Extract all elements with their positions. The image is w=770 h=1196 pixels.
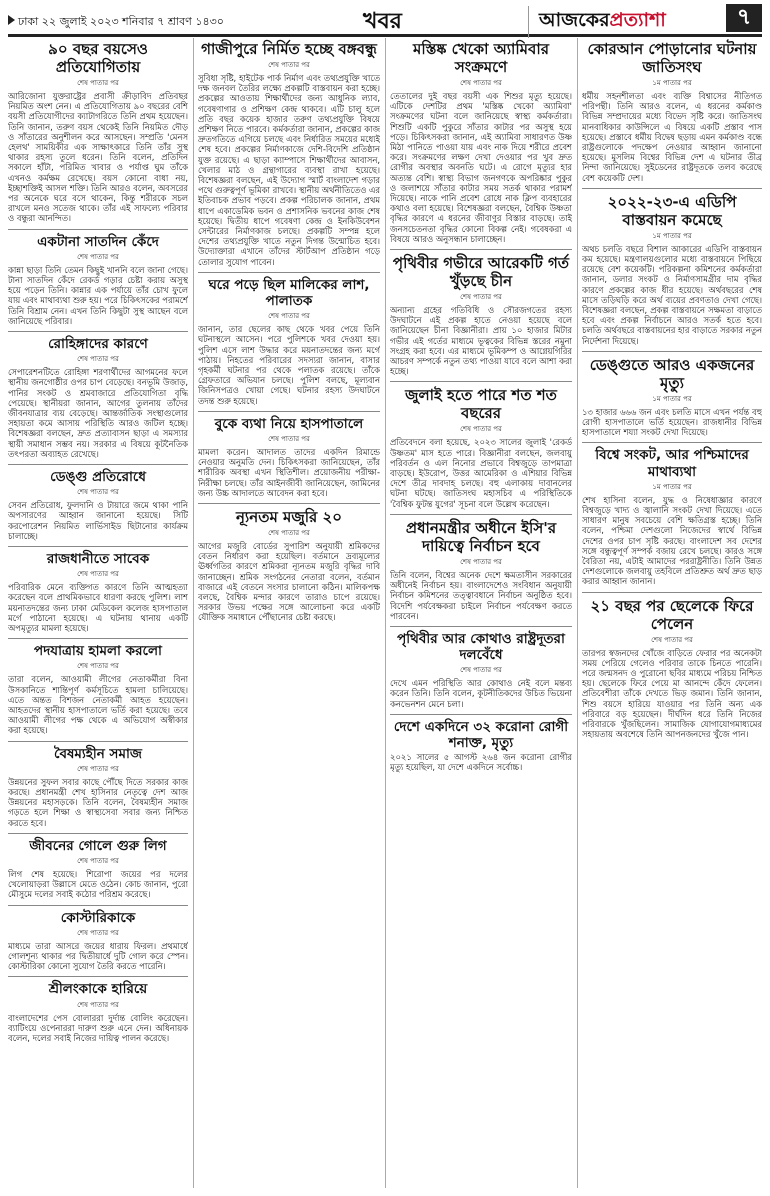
story-byline: শেষ পাতার পর <box>651 635 693 644</box>
news-story <box>390 519 572 621</box>
story-byline: শেষ পাতার পর <box>77 662 119 671</box>
story-headline[interactable]: পৃথিবীর গভীরে আরেকটি গর্ত খুঁড়ছে চীন <box>392 254 570 291</box>
story-body: আগের মজুরি বোর্ডের সুপারিশ অনুযায়ী শ্রমিকদের বেতন নির্ধারণ করা হয়েছিল। বর্তমানে দ্রব্যমূল্যের ঊর্ধ্বগতির কারণে শ্রমিকরা ন্যূনতম মজুরি বৃদ্ধির দাবি জানাচ্ছেন। শ্রমিক সংগঠনের নেতারা বলেন, বর্তমান বাজারে এই বেতনে সংসার চালানো কঠিন। মালিকপক্ষ বলছে, বৈশ্বিক মন্দার কারণে তারাও চাপে রয়েছে। সরকার উভয় পক্ষের সঙ্গে আলোচনা করে একটি যৌক্তিক সমাধানে পৌঁছানোর চেষ্টা করছে। <box>198 541 380 623</box>
story-headline[interactable]: কোরআন পোড়ানোর ঘটনায় জাতিসংঘ <box>587 40 757 76</box>
story-byline: ১ম পাতার পর <box>652 394 692 403</box>
story-separator <box>198 272 380 273</box>
story-body: মামলা করেন। আদালত তাদের একদিন রিমান্ডে নেওয়ার অনুমতি দেন। চিকিৎসকরা জানিয়েছেন, তাঁর শারীরিক অবস্থা এখন স্থিতিশীল। প্রয়োজনীয় পরীক্ষা-নিরীক্ষা চলছে। তাঁর আইনজীবী জানিয়েছেন, জামিনের জন্য উচ্চ আদালতে আবেদন করা হবে। <box>198 447 380 498</box>
story-separator <box>390 381 572 382</box>
story-byline: শেষ পাতার পর <box>268 529 310 538</box>
story-byline: শেষ পাতার পর <box>268 61 310 69</box>
news-story <box>8 981 188 1043</box>
story-headline[interactable]: রাজধানীতে সাবেক <box>46 551 150 568</box>
column-divider <box>385 38 386 1188</box>
story-body: শেখ হাসিনা বলেন, যুদ্ধ ও নিষেধাজ্ঞার কারণে বিশ্বজুড়ে খাদ্য ও জ্বালানি সংকট দেখা দিয়েছে। এতে সাধারণ মানুষ সবচেয়ে বেশি ক্ষতিগ্রস্ত হচ্ছে। তিনি বলেন, পশ্চিমা দেশগুলো নিজেদের স্বার্থে বিভিন্ন দেশের ওপর চাপ সৃষ্টি করছে। বাংলাদেশ সব দেশের সঙ্গে বন্ধুত্বপূর্ণ সম্পর্ক বজায় রেখে চলছে। কারও সঙ্গে বৈরিতা নয়, এটাই আমাদের পররাষ্ট্রনীতি। তিনি উন্নত দেশগুলোকে জলবায়ু তহবিলে প্রতিশ্রুত অর্থ দ্রুত ছাড় করার আহ্বান জানান। <box>582 494 762 587</box>
story-body: প্রতিবেদনে বলা হয়েছে, ২০২৩ সালের জুলাই 'রেকর্ড উষ্ণতম' মাস হতে পারে। বিজ্ঞানীরা বলছেন, জলবায়ু পরিবর্তন ও এল নিনোর প্রভাবে বিশ্বজুড়ে তাপমাত্রা বাড়ছে। ইউরোপ, উত্তর আমেরিকা ও এশিয়ার বিভিন্ন দেশে তীব্র দাবদাহ চলছে। বহু এলাকায় দাবানলের ঘটনা ঘটছে। জাতিসংঘ মহাসচিব এ পরিস্থিতিকে 'বৈশ্বিক ফুটন্ত যুগের' সূচনা বলে উল্লেখ করেছেন। <box>390 437 572 509</box>
story-separator <box>390 514 572 515</box>
story-byline: শেষ পাতার পর <box>268 312 310 321</box>
story-headline[interactable]: ডেঙ্গু প্রতিরোধে <box>50 469 146 486</box>
story-separator <box>582 351 762 352</box>
news-story <box>390 40 572 244</box>
article-columns <box>8 38 762 1188</box>
news-story <box>198 40 380 267</box>
news-story <box>8 469 188 541</box>
news-story <box>8 643 188 735</box>
story-byline: শেষ পাতার পর <box>460 557 502 566</box>
story-body: সেপারেশনটিতে রোহিঙ্গা শরণার্থীদের আগমনের ফলে স্থানীয় জনগোষ্ঠীর ওপর চাপ বেড়েছে। বনভূমি উজাড়, পানির সংকট ও শ্রমবাজারে প্রতিযোগিতা বৃদ্ধি পেয়েছে। স্থানীয়রা জানান, আগের তুলনায় তাঁদের জীবনযাত্রার ব্যয় বেড়েছে। আন্তর্জাতিক সংস্থাগুলোর সহায়তা কমে আসায় পরিস্থিতি আরও জটিল হচ্ছে। বিশেষজ্ঞরা বলছেন, দ্রুত প্রত্যাবাসন ছাড়া এ সমস্যার স্থায়ী সমাধান সম্ভব নয়। সরকার এ বিষয়ে কূটনৈতিক তৎপরতা অব্যাহত রেখেছে। <box>8 367 188 459</box>
news-story <box>198 508 380 623</box>
story-headline[interactable]: দেশে একদিনে ৩২ করোনা রোগী শনাক্ত, মৃত্যু <box>393 718 569 752</box>
news-story <box>390 386 572 508</box>
news-story <box>582 40 762 183</box>
story-headline[interactable]: পৃথিবীর আর কোথাও রাষ্ট্রদূতরা দলবেঁধে <box>397 630 565 664</box>
news-story <box>8 551 188 633</box>
story-body: কান্না ছাড়া তিনি তেমন কিছুই খাননি বলে জানা গেছে। টানা সাতদিন কেঁদে রেকর্ড গড়ার চেষ্টা করায় অসুস্থ হয়ে পড়েন তিনি। কান্নার এক পর্যায়ে তাঁর চোখ ফুলে যায় এবং মাথাব্যথা শুরু হয়। পরে চিকিৎসকের পরামর্শে তিনি বিশ্রাম নেন। এখন তিনি কিছুটা সুস্থ আছেন বলে জানিয়েছে পরিবার। <box>8 264 188 326</box>
story-separator <box>8 331 188 332</box>
story-byline: শেষ পাতার পর <box>77 252 119 261</box>
story-byline: শেষ পাতার পর <box>77 1000 119 1009</box>
story-headline[interactable]: বুকে ব্যথা নিয়ে হাসপাতালে <box>214 415 364 432</box>
column-3 <box>390 38 572 1188</box>
story-separator <box>390 249 572 250</box>
news-story <box>390 254 572 376</box>
section-title: খবর <box>363 9 402 34</box>
story-byline: ১ম পাতার পর <box>652 79 692 87</box>
page-number: ৭ <box>726 4 762 32</box>
story-byline: শেষ পাতার পর <box>77 79 119 87</box>
story-separator <box>8 976 188 977</box>
story-byline: শেষ পাতার পর <box>77 488 119 497</box>
news-story <box>582 597 762 740</box>
story-body: সুবিধা সৃষ্টি, হাইটেক পার্ক নির্মাণ এবং তথ্যপ্রযুক্তি খাতে দক্ষ জনবল তৈরির লক্ষ্যে প্রকল্পটি বাস্তবায়ন করা হচ্ছে। প্রকল্পের আওতায় শিক্ষার্থীদের জন্য আধুনিক ল্যাব, গবেষণাগার ও প্রশিক্ষণ কেন্দ্র থাকবে। এটি চালু হলে প্রতি বছর কয়েক হাজার তরুণ তথ্যপ্রযুক্তি বিষয়ে প্রশিক্ষণ নিতে পারবে। কর্মকর্তারা জানান, প্রকল্পের কাজ দ্রুতগতিতে এগিয়ে চলছে এবং নির্ধারিত সময়ের মধ্যেই শেষ হবে। প্রকল্পের নির্মাণকাজে দেশি-বিদেশি প্রতিষ্ঠান যুক্ত রয়েছে। এ ছাড়া ক্যাম্পাসে শিক্ষার্থীদের আবাসন, খেলার মাঠ ও গ্রন্থাগারের ব্যবস্থা রাখা হয়েছে। বিশেষজ্ঞরা বলছেন, এই উদ্যোগ স্মার্ট বাংলাদেশ গড়ার পথে গুরুত্বপূর্ণ ভূমিকা রাখবে। স্থানীয় অর্থনীতিতেও এর ইতিবাচক প্রভাব পড়বে। প্রকল্প পরিচালক জানান, প্রথম ধাপে একাডেমিক ভবন ও প্রশাসনিক ভবনের কাজ শেষ হয়েছে। দ্বিতীয় ধাপে গবেষণা কেন্দ্র ও ইনকিউবেশন সেন্টারের নির্মাণকাজ চলছে। প্রকল্পটি সম্পন্ন হলে দেশের তথ্যপ্রযুক্তি খাতে নতুন দিগন্ত উন্মোচিত হবে। উদ্যোক্তারা এখানে তাঁদের স্টার্টআপ প্রতিষ্ঠান গড়ে তোলার সুযোগ পাবেন। <box>198 73 380 267</box>
story-separator <box>8 833 188 834</box>
story-body: ১৩ হাজার ৬৬৬ জন এবং চলতি মাসে এখন পর্যন্ত বহু রোগী হাসপাতালে ভর্তি হয়েছেন। রাজধানীর বিভিন্ন হাসপাতালে শয্যা সংকট দেখা দিয়েছে। <box>582 406 762 438</box>
story-byline: শেষ পাতার পর <box>77 764 119 773</box>
story-byline: শেষ পাতার পর <box>268 435 310 444</box>
news-story <box>582 447 762 586</box>
story-headline[interactable]: ঘরে পড়ে ছিল মালিকের লাশ, পালাতক <box>208 276 370 310</box>
story-byline: শেষ পাতার পর <box>460 425 502 434</box>
story-headline[interactable]: ২১ বছর পর ছেলেকে ফিরে পেলেন <box>590 596 754 633</box>
column-2 <box>198 38 380 1188</box>
story-body: তারপর স্বজনদের খোঁজে বাড়িতে ফেরার পর অনেকটা সময় পেরিয়ে গেলেও পরিবার তাকে চিনতে পারেনি। পরে জন্মসনদ ও পুরোনো ছবির মাধ্যমে পরিচয় নিশ্চিত হয়। ছেলেকে ফিরে পেয়ে মা আনন্দে কেঁদে ফেলেন। প্রতিবেশীরা তাঁকে দেখতে ভিড় জমান। তিনি জানান, শিশু বয়সে হারিয়ে যাওয়ার পর তিনি অন্য এক পরিবারে বড় হয়েছেন। দীর্ঘদিন ধরে তিনি নিজের পরিবারকে খুঁজছিলেন। সামাজিক যোগাযোগমাধ্যমের সহায়তায় অবশেষে তিনি আপনজনদের খুঁজে পান। <box>582 647 762 740</box>
newspaper-logo <box>528 6 666 38</box>
news-story <box>390 631 572 709</box>
story-body: জানান, তার ছেলের কাছ থেকে খবর পেয়ে তিনি ঘটনাস্থলে আসেন। পরে পুলিশকে খবর দেওয়া হয়। পুলিশ এসে লাশ উদ্ধার করে ময়নাতদন্তের জন্য মর্গে পাঠায়। নিহতের পরিবারের সদস্যরা জানান, বাসার গৃহকর্মী ঘটনার পর থেকে পলাতক রয়েছে। তাঁকে গ্রেফতারে অভিযান চলছে। পুলিশ বলছে, মূল্যবান জিনিসপত্রও খোয়া গেছে। ঘটনার রহস্য উদঘাটনে তদন্ত শুরু হয়েছে। <box>198 324 380 406</box>
masthead <box>8 4 762 37</box>
story-headline[interactable]: ন্যূনতম মজুরি ২০ <box>235 508 343 527</box>
story-body: ধর্মীয় সহনশীলতা এবং ব্যক্তি বিশ্বাসের নীতিগত পরিপন্থী। তিনি আরও বলেন, এ ধরনের কর্মকাণ্ড বিভিন্ন সম্প্রদায়ের মধ্যে বিভেদ সৃষ্টি করে। জাতিসংঘ মানবাধিকার কাউন্সিলে এ বিষয়ে একটি প্রস্তাব পাস হয়েছে। প্রস্তাবে ধর্মীয় বিদ্বেষ ছড়ায় এমন কর্মকাণ্ড বন্ধে রাষ্ট্রগুলোকে পদক্ষেপ নেওয়ার আহ্বান জানানো হয়েছে। মুসলিম বিশ্বের বিভিন্ন দেশ এ ঘটনার তীব্র নিন্দা জানিয়েছে। সুইডেনের রাষ্ট্রদূতকে তলব করেছে বেশ কয়েকটি দেশ। <box>582 91 762 183</box>
story-body: ২০২১ সালের ৫ আগস্ট ২৬৪ জন করোনা রোগীর মৃত্যু হয়েছিল, যা দেশে একদিনে সর্বোচ্চ। <box>390 752 572 773</box>
story-byline: শেষ পাতার পর <box>77 570 119 579</box>
story-separator <box>8 546 188 547</box>
issue-date-text: ঢাকা ২২ জুলাই ২০২৩ শনিবার ৭ শ্রাবণ ১৪৩০ <box>18 15 224 28</box>
logo-right: প্রত্যাশা <box>609 9 666 31</box>
story-headline[interactable]: মস্তিষ্ক খেকো অ্যামিবার সংক্রমণে <box>413 40 549 76</box>
news-story <box>8 336 188 459</box>
story-byline: শেষ পাতার পর <box>460 293 502 302</box>
story-byline: ১ম পাতার পর <box>652 482 692 491</box>
story-headline[interactable]: পদযাত্রায় হামলা করলো <box>34 643 162 660</box>
story-body: সেবন প্রতিরোধ, ফুলদানি ও টায়ারে জমে থাকা পানি অপসারণের আহ্বান জানানো হয়েছে। সিটি করপোরেশন নিয়মিত লার্ভিসাইড ছিটানোর কার্যক্রম চালাচ্ছে। <box>8 500 188 541</box>
news-story <box>198 416 380 498</box>
news-story <box>582 193 762 346</box>
story-body: তেতালের দুই বছর বয়সী এক শিশুর মৃত্যু হয়েছে। এটিকে দেশটির প্রথম 'মস্তিষ্ক খেকো অ্যামিবা' সংক্রমণের ঘটনা বলে জানিয়েছে স্বাস্থ্য কর্মকর্তারা। শিশুটি একটি পুকুরে সাঁতার কাটার পর অসুস্থ হয়ে পড়ে। চিকিৎসকরা জানান, এই অ্যামিবা সাধারণত উষ্ণ মিঠা পানিতে পাওয়া যায় এবং নাক দিয়ে শরীরে প্রবেশ করে। সংক্রমণের লক্ষণ দেখা দেওয়ার পর খুব দ্রুত রোগীর অবস্থার অবনতি ঘটে। এ রোগে মৃত্যুর হার অত্যন্ত বেশি। স্বাস্থ্য বিভাগ জনগণকে অপরিষ্কার পুকুর ও জলাশয়ে সাঁতার কাটার সময় সতর্ক থাকার পরামর্শ দিয়েছে। নাকে পানি প্রবেশ রোধে নাক ক্লিপ ব্যবহারের কথাও বলা হয়েছে। বিশেষজ্ঞরা বলছেন, বৈশ্বিক উষ্ণতা বৃদ্ধির কারণে এ ধরনের জীবাণুর বিস্তার বাড়ছে। তাই জনসচেতনতা বৃদ্ধির কোনো বিকল্প নেই। গবেষকরা এ বিষয়ে আরও অনুসন্ধান চালাচ্ছেন। <box>390 91 572 244</box>
issue-date <box>8 13 224 32</box>
story-headline[interactable]: একটানা সাতদিন কেঁদে <box>37 233 159 250</box>
story-headline[interactable]: জুলাই হতে পারে শত শত বছরের <box>405 386 557 423</box>
story-separator <box>8 229 188 230</box>
story-body: অথচ চলতি বছরে বিশাল আকারের এডিপি বাস্তবায়ন কম হয়েছে। মন্ত্রণালয়গুলোর মধ্যে বাস্তবায়নে পিছিয়ে রয়েছে বেশ কয়েকটি। পরিকল্পনা কমিশনের কর্মকর্তারা জানান, ডলার সংকট ও নির্মাণসামগ্রীর দাম বৃদ্ধির কারণে প্রকল্পের কাজ ধীর হয়েছে। অর্থবছরের শেষ মাসে তড়িঘড়ি করে অর্থ ব্যয়ের প্রবণতাও দেখা গেছে। বিশেষজ্ঞরা বলছেন, প্রকল্প বাস্তবায়নে সক্ষমতা বাড়াতে হবে এবং প্রকল্প নির্বাচনে আরও সতর্ক হতে হবে। চলতি অর্থবছরে বাস্তবায়নের হার বাড়াতে সরকার নতুন নির্দেশনা দিয়েছে। <box>582 243 762 346</box>
story-separator <box>198 411 380 412</box>
triangle-icon <box>8 15 15 25</box>
story-separator <box>198 503 380 504</box>
logo-left: আজকের <box>539 9 610 31</box>
story-separator <box>582 442 762 443</box>
story-body: পরিবারিক মেনে ব্যক্তিগত কারণে তিনি আত্মহত্যা করেছেন বলে প্রাথমিকভাবে ধারণা করছে পুলিশ। লাশ ময়নাতদন্তের জন্য ঢাকা মেডিকেল কলেজ হাসপাতাল মর্গে পাঠানো হয়েছে। এ ঘটনায় থানায় একটি অপমৃত্যুর মামলা হয়েছে। <box>8 582 188 634</box>
story-headline[interactable]: কোস্টারিকাকে <box>60 909 136 926</box>
story-byline: শেষ পাতার পর <box>460 666 502 675</box>
story-body: তারা বলেন, আওয়ামী লীগের নেতাকর্মীরা বিনা উসকানিতে শান্তিপূর্ণ কর্মসূচিতে হামলা চালিয়েছে। এতে অন্তত বিশজন নেতাকর্মী আহত হয়েছেন। আহতদের স্থানীয় হাসপাতালে ভর্তি করা হয়েছে। তবে আওয়ামী লীগের পক্ষ থেকে এ অভিযোগ অস্বীকার করা হয়েছে। <box>8 674 188 736</box>
news-story <box>8 838 188 900</box>
story-byline: শেষ পাতার পর <box>460 79 502 87</box>
story-body: অন্যান্য গ্রহের গতিবিধি ও সৌরজগতের রহস্য উদঘাটনে এই প্রকল্প হাতে নেওয়া হয়েছে বলে জানিয়েছেন চীনা বিজ্ঞানীরা। প্রায় ১০ হাজার মিটার গভীর এই গর্তের মাধ্যমে ভূত্বকের বিভিন্ন স্তরের নমুনা সংগ্রহ করা হবে। এর মাধ্যমে ভূমিকম্প ও আগ্নেয়গিরির আচরণ সম্পর্কে নতুন তথ্য পাওয়া যাবে বলে আশা করা হচ্ছে। <box>390 305 572 377</box>
story-separator <box>8 741 188 742</box>
story-byline: শেষ পাতার পর <box>77 355 119 364</box>
story-headline[interactable]: জীবনের গোলে গুরু লিগ <box>29 837 167 854</box>
story-headline[interactable]: বৈষম্যহীন সমাজ <box>54 745 142 762</box>
story-separator <box>8 905 188 906</box>
story-body: তিনি বলেন, বিশ্বের অনেক দেশে ক্ষমতাসীন সরকারের অধীনেই নির্বাচন হয়। বাংলাদেশেও সংবিধান অনুযায়ী নির্বাচন কমিশনের তত্ত্বাবধানে নির্বাচন অনুষ্ঠিত হবে। বিদেশি পর্যবেক্ষকরা চাইলে নির্বাচন পর্যবেক্ষণ করতে পারবেন। <box>390 569 572 621</box>
news-story <box>8 910 188 972</box>
news-story <box>8 234 188 326</box>
story-byline: শেষ পাতার পর <box>77 928 119 937</box>
column-divider <box>193 38 194 1188</box>
story-body: বাংলাদেশের পেস বোলাররা দুর্দান্ত বোলিং করেছেন। ব্যাটিংয়ে ওপেনাররা দারুণ শুরু এনে দেন। অধিনায়ক বলেন, দলের সবাই নিজের দায়িত্ব পালন করেছে। <box>8 1012 188 1044</box>
story-headline[interactable]: রোহিঙ্গাদের কারণে <box>48 336 148 353</box>
news-story <box>198 277 380 406</box>
column-1 <box>8 38 188 1188</box>
story-headline[interactable]: ৯০ বছর বয়সেও প্রতিযোগিতায় <box>48 40 148 76</box>
news-story <box>390 719 572 773</box>
story-separator <box>8 464 188 465</box>
story-byline: শেষ পাতার পর <box>77 857 119 866</box>
story-byline: ১ম পাতার পর <box>652 231 692 240</box>
story-separator <box>8 638 188 639</box>
news-story <box>8 40 188 224</box>
story-headline[interactable]: শ্রীলংকাকে হারিয়ে <box>48 981 148 998</box>
story-headline[interactable]: প্রধানমন্ত্রীর অধীনে ইসি'র দায়িত্বে নির্বাচন হবে <box>405 518 557 555</box>
story-headline[interactable]: বিশ্বে সংকট, আর পশ্চিমাদের মাথাব্যথা <box>595 447 749 480</box>
story-body: দেখে এমন পরিস্থিতি আর কোথাও নেই বলে মন্তব্য করেন তিনি। তিনি বলেন, কূটনীতিকদের উচিত ভিয়েনা কনভেনশন মেনে চলা। <box>390 678 572 709</box>
news-story <box>8 746 188 828</box>
column-divider <box>577 38 578 1188</box>
story-separator <box>390 626 572 627</box>
story-headline[interactable]: ২০২২-২৩-এ এডিপি বাস্তবায়ন কমেছে <box>607 192 737 229</box>
story-body: লিগ শেষ হয়েছে। শিরোপা জয়ের পর দলের খেলোয়াড়রা উল্লাসে মেতে ওঠেন। কোচ জানান, পুরো মৌসুমে দলের সবাই কঠোর পরিশ্রম করেছে। <box>8 869 188 900</box>
story-headline[interactable]: ডেঙ্গুতে আরও একজনের মৃত্যু <box>589 355 755 392</box>
story-separator <box>390 714 572 715</box>
story-body: আরিজোনা যুক্তরাষ্ট্রের প্রবাসী ক্রীড়াবিদ প্রতিবছর নিয়মিত অংশ নেন। এ প্রতিযোগিতায় ৯০ বছরের বেশি বয়সী প্রতিযোগীদের ক্যাটাগরিতে তিনি প্রথম হয়েছেন। তিনি জানান, তরুণ বয়স থেকেই তিনি নিয়মিত দৌড় ও সাঁতারের অনুশীলন করে আসছেন। সম্প্রতি 'মেনস হেলথ' সাময়িকীর এক সাক্ষাৎকারে তিনি তাঁর সুস্থ থাকার রহস্য তুলে ধরেন। তিনি বলেন, প্রতিদিন সকালে হাঁটা, পরিমিত খাবার ও পর্যাপ্ত ঘুম তাঁকে এখনও কর্মক্ষম রেখেছে। বয়স কোনো বাধা নয়, ইচ্ছাশক্তিই আসল শক্তি। তিনি আরও বলেন, অবসরের পর অনেকে ঘরে বসে থাকেন, কিন্তু শরীরকে সচল রাখলে মনও সতেজ থাকে। তাঁর এই সাফল্যে পরিবার ও বন্ধুরা আনন্দিত। <box>8 91 188 224</box>
story-separator <box>582 188 762 189</box>
story-headline[interactable]: গাজীপুরে নির্মিত হচ্ছে বঙ্গবন্ধু <box>201 40 377 58</box>
news-story <box>582 356 762 438</box>
column-4 <box>582 38 762 1188</box>
story-separator <box>582 592 762 593</box>
story-body: মাধ্যমে তারা আসরে জয়ের ধারায় ফিরল। প্রথমার্ধে গোলশূন্য থাকার পর দ্বিতীয়ার্ধে দুটি গোল করে স্পেন। কোস্টারিকা কোনো সুযোগ তৈরি করতে পারেনি। <box>8 940 188 972</box>
story-body: উন্নয়নের সুফল সবার কাছে পৌঁছে দিতে সরকার কাজ করছে। প্রধানমন্ত্রী শেখ হাসিনার নেতৃত্বে দেশ আজ উন্নয়নের মহাসড়কে। তিনি বলেন, বৈষম্যহীন সমাজ গড়তে হলে শিক্ষা ও স্বাস্থ্যসেবা সবার জন্য নিশ্চিত করতে হবে। <box>8 776 188 828</box>
